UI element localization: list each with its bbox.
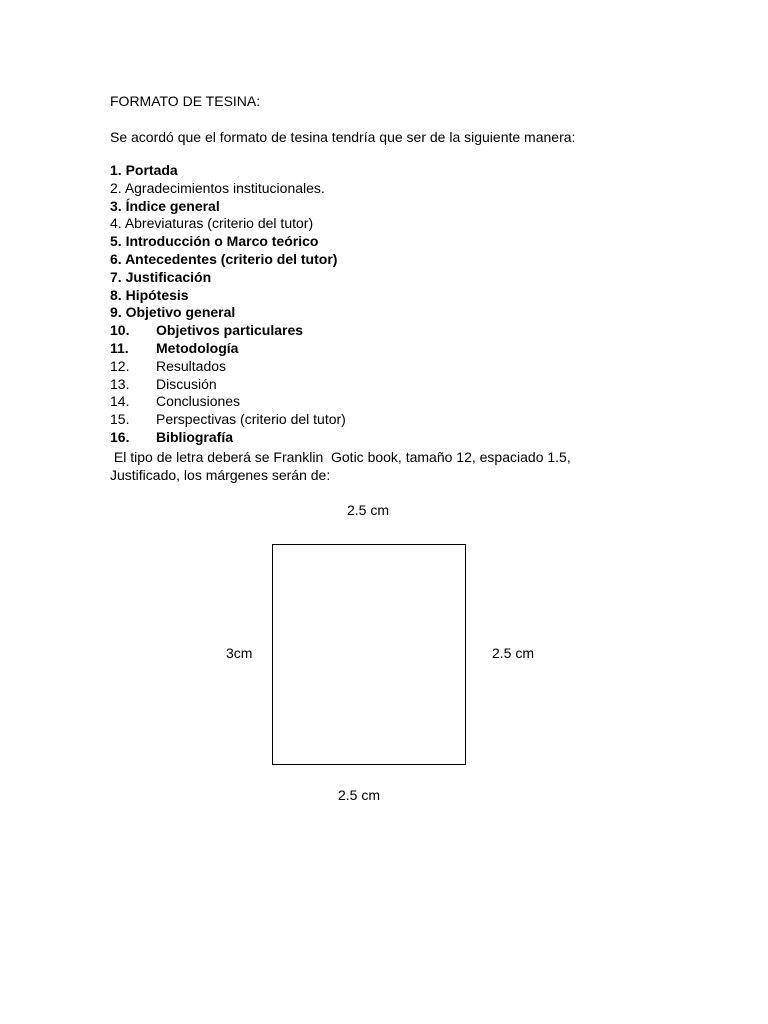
structure-list-item — [110, 358, 346, 376]
list-item-label: Discusión — [156, 375, 217, 392]
structure-list-item — [110, 429, 346, 447]
document-title: FORMATO DE TESINA: — [110, 93, 261, 109]
list-item-number: 15. — [110, 411, 130, 428]
list-item-label: Objetivos particulares — [156, 322, 304, 339]
list-item-number: 4. — [110, 215, 122, 232]
structure-list-item — [110, 411, 346, 429]
list-item-number: 7. — [110, 268, 122, 285]
structure-list-item — [110, 393, 346, 411]
list-item-number: 8. — [110, 286, 122, 303]
list-item-label: Justificación — [125, 268, 212, 285]
list-item-label: Objetivo general — [125, 304, 236, 321]
font-spec-line-2: Justificado, los márgenes serán de: — [110, 467, 331, 483]
list-item-number: 3. — [110, 197, 122, 214]
list-item-label: Conclusiones — [156, 393, 241, 410]
page-margin-diagram-box — [272, 544, 466, 765]
list-item-label: Portada — [125, 162, 178, 178]
structure-list-item — [110, 251, 346, 269]
list-item-label: Abreviaturas (criterio del tutor) — [124, 215, 314, 232]
structure-list-item — [110, 376, 346, 394]
list-item-number: 11. — [110, 339, 129, 356]
structure-list-item — [110, 162, 346, 180]
list-item-label: Introducción o Marco teórico — [125, 233, 319, 250]
list-item-label: Antecedentes (criterio del tutor) — [125, 250, 338, 267]
list-item-label: Índice general — [125, 197, 220, 214]
margin-top-label: 2.5 cm — [347, 502, 390, 518]
structure-list — [110, 162, 346, 447]
structure-list-item — [110, 322, 346, 340]
structure-list-item — [110, 269, 346, 287]
structure-list-item — [110, 304, 346, 322]
list-item-label: Agradecimientos institucionales. — [124, 179, 325, 196]
structure-list-item — [110, 287, 346, 305]
font-spec-line-1: El tipo de letra deberá se Franklin Gotic book, tamaño 12, espaciado 1.5, — [110, 449, 571, 465]
list-item-label: Resultados — [156, 357, 227, 374]
list-item-number: 5. — [110, 233, 122, 250]
list-item-number: 6. — [110, 250, 122, 267]
list-item-number: 13. — [110, 375, 130, 392]
margin-left-label: 3cm — [226, 645, 253, 661]
structure-list-item — [110, 215, 346, 233]
list-item-number: 2. — [110, 179, 122, 196]
list-item-number: 1. — [110, 162, 122, 178]
list-item-label: Hipótesis — [125, 286, 189, 303]
font-spec-paragraph — [110, 448, 670, 484]
list-item-label: Perspectivas (criterio del tutor) — [156, 411, 346, 428]
list-item-number: 12. — [110, 357, 130, 374]
list-item-number: 10. — [110, 322, 130, 339]
intro-paragraph: Se acordó que el formato de tesina tendría que ser de la siguiente manera: — [110, 129, 576, 145]
list-item-number: 14. — [110, 393, 130, 410]
structure-list-item — [110, 180, 346, 198]
margin-right-label: 2.5 cm — [492, 645, 535, 661]
list-item-label: Metodología — [156, 339, 239, 356]
list-item-label: Bibliografía — [156, 428, 234, 445]
margin-bottom-label: 2.5 cm — [338, 787, 381, 803]
structure-list-item — [110, 233, 346, 251]
structure-list-item — [110, 340, 346, 358]
list-item-number: 16. — [110, 428, 130, 445]
list-item-number: 9. — [110, 304, 122, 321]
structure-list-item — [110, 198, 346, 216]
